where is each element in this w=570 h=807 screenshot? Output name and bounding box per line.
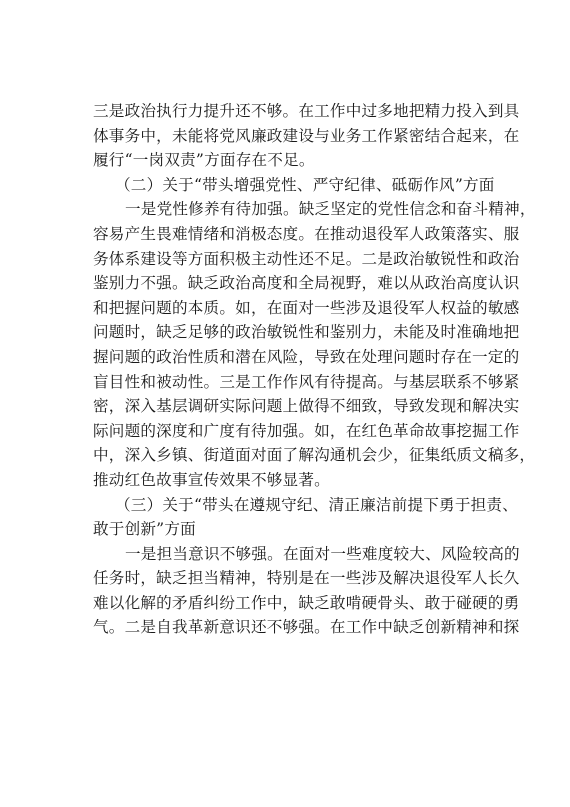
paragraph-line: 盲目性和被动性。三是工作作风有待提高。与基层联系不够紧 [93,372,520,391]
paragraph-line: 和把握问题的本质。如，在面对一些涉及退役军人权益的敏感 [93,298,520,317]
paragraph-line: 中，深入乡镇、街道面对面了解沟通机会少，征集纸质文稿多， [93,446,536,465]
paragraph-line: 问题时，缺乏足够的政治敏锐性和鉴别力，未能及时准确地把 [93,323,520,342]
paragraph-line: 一是担当意识不够强。在面对一些难度较大、风险较高的 [125,544,520,563]
paragraph-line: 务体系建设等方面积极主动性还不足。二是政治敏锐性和政治 [93,249,520,268]
paragraph-line: 握问题的政治性质和潜在风险，导致在处理问题时存在一定的 [93,347,520,366]
paragraph-line: 际问题的深度和广度有待加强。如，在红色革命故事挖掘工作 [93,421,520,440]
section-heading: 敢于创新”方面 [93,520,196,539]
paragraph-line: 任务时，缺乏担当精神，特别是在一些涉及解决退役军人长久 [93,569,520,588]
paragraph-line: 密，深入基层调研实际问题上做得不细致，导致发现和解决实 [93,397,520,416]
section-heading: （二）关于“带头增强党性、严守纪律、砥砺作风”方面 [115,175,495,194]
paragraph-line: 难以化解的矛盾纠纷工作中，缺乏敢啃硬骨头、敢于碰硬的勇 [93,593,520,612]
paragraph-line: 履行“一岗双责”方面存在不足。 [93,151,315,170]
paragraph-line: 一是党性修养有待加强。缺乏坚定的党性信念和奋斗精神， [125,200,536,219]
paragraph-line: 容易产生畏难情绪和消极态度。在推动退役军人政策落实、服 [93,224,520,243]
section-heading: （三）关于“带头在遵规守纪、清正廉洁前提下勇于担责、 [115,495,519,514]
paragraph-line: 体事务中，未能将党风廉政建设与业务工作紧密结合起来，在 [93,126,520,145]
paragraph-line: 三是政治执行力提升还不够。在工作中过多地把精力投入到具 [93,102,520,120]
document-body [93,99,536,640]
paragraph-line: 气。二是自我革新意识还不够强。在工作中缺乏创新精神和探 [93,618,520,637]
paragraph-line: 推动红色故事宣传效果不够显著。 [93,470,330,489]
paragraph-line: 鉴别力不强。缺乏政治高度和全局视野，难以从政治高度认识 [93,274,520,293]
